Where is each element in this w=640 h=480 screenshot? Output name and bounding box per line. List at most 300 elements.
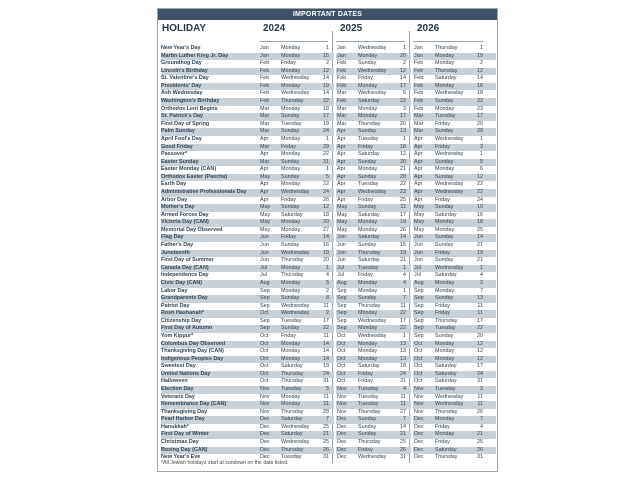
day-2024: 20 — [323, 219, 329, 226]
day-2025: 14 — [400, 234, 406, 241]
holiday-name: Election Day — [161, 386, 194, 393]
weekday-2025: Monday — [358, 105, 378, 112]
month-2026: May — [414, 204, 425, 211]
day-2024: 31 — [323, 158, 329, 165]
day-2026: 19 — [477, 249, 483, 256]
weekday-2024: Sunday — [281, 295, 300, 302]
month-2024: May — [260, 204, 271, 211]
day-2024: 11 — [323, 401, 329, 408]
month-2024: Dec — [260, 454, 270, 461]
holiday-name: Lincoln's Birthday — [161, 67, 208, 74]
day-2025: 4 — [403, 386, 406, 393]
weekday-2025: Wednesday — [358, 45, 387, 51]
month-2025: Feb — [337, 60, 347, 67]
day-2026: 21 — [477, 242, 483, 249]
weekday-2025: Wednesday — [358, 90, 387, 97]
weekday-2024: Thursday — [281, 98, 304, 105]
day-2025: 17 — [400, 317, 406, 324]
month-2024: Sep — [260, 295, 270, 302]
weekday-2024: Sunday — [281, 242, 300, 249]
weekday-2024: Sunday — [281, 128, 300, 135]
holiday-column-header: HOLIDAY — [162, 23, 207, 34]
weekday-2024: Monday — [281, 151, 301, 158]
table-row — [161, 280, 496, 288]
weekday-2025: Sunday — [358, 204, 377, 211]
table-row — [161, 219, 496, 227]
weekday-2024: Friday — [281, 332, 296, 339]
weekday-2024: Saturday — [281, 211, 303, 218]
table-row — [161, 75, 496, 83]
month-2026: Jun — [414, 234, 423, 241]
month-2026: Feb — [414, 60, 424, 67]
weekday-2025: Sunday — [358, 416, 377, 423]
day-2026: 4 — [480, 272, 483, 279]
table-row — [161, 265, 496, 273]
weekday-2025: Sunday — [358, 431, 377, 438]
weekday-2024: Monday — [281, 401, 301, 408]
holiday-name: Administrative Professionals Day — [161, 188, 247, 195]
weekday-2025: Sunday — [358, 242, 377, 249]
month-2024: Mar — [260, 158, 270, 165]
month-2026: Oct — [414, 370, 423, 377]
day-2026: 4 — [480, 423, 483, 430]
day-2025: 19 — [400, 219, 406, 226]
month-2024: Oct — [260, 355, 269, 362]
month-2025: Dec — [337, 431, 347, 438]
day-2025: 20 — [400, 173, 406, 180]
month-2024: Dec — [260, 416, 270, 423]
weekday-2025: Monday — [358, 52, 378, 59]
day-2025: 15 — [400, 242, 406, 249]
table-row — [161, 250, 496, 258]
weekday-2025: Monday — [358, 325, 378, 332]
weekday-2024: Sunday — [281, 113, 300, 120]
weekday-2025: Tuesday — [358, 401, 379, 408]
day-2026: 25 — [477, 439, 483, 446]
day-2025: 1 — [403, 45, 406, 51]
day-2025: 11 — [400, 204, 406, 211]
month-2025: Dec — [337, 416, 347, 423]
day-2024: 11 — [323, 393, 329, 400]
day-2024: 26 — [323, 446, 329, 453]
weekday-2025: Tuesday — [358, 264, 379, 271]
holiday-name: Halloween — [161, 378, 188, 385]
holiday-name: Mother's Day — [161, 204, 195, 211]
day-2024: 26 — [323, 196, 329, 203]
day-2024: 14 — [323, 355, 329, 362]
weekday-2026: Wednesday — [435, 393, 464, 400]
weekday-2024: Wednesday — [281, 188, 310, 195]
weekday-2026: Friday — [435, 423, 450, 430]
table-row — [161, 447, 496, 455]
weekday-2025: Friday — [358, 378, 373, 385]
month-2024: Apr — [260, 135, 269, 142]
month-2025: Apr — [337, 128, 346, 135]
month-2025: Sep — [337, 325, 347, 332]
table-row — [161, 121, 496, 129]
month-2024: Oct — [260, 378, 269, 385]
month-2024: May — [260, 226, 271, 233]
weekday-2024: Tuesday — [281, 454, 302, 461]
weekday-2024: Saturday — [281, 363, 303, 370]
table-row — [161, 234, 496, 242]
weekday-2024: Monday — [281, 67, 301, 74]
month-2024: Oct — [260, 310, 269, 317]
holiday-name: First Day of Winter — [161, 431, 209, 438]
month-2024: Feb — [260, 82, 270, 89]
day-2024: 24 — [323, 128, 329, 135]
weekday-2026: Saturday — [435, 370, 457, 377]
month-2026: Jun — [414, 242, 423, 249]
weekday-2026: Wednesday — [435, 151, 464, 158]
month-2026: Apr — [414, 181, 423, 188]
weekday-2026: Thursday — [435, 408, 458, 415]
holiday-name: Presidents' Day — [161, 82, 202, 89]
holiday-name: Martin Luther King Jr. Day — [161, 52, 229, 59]
weekday-2026: Monday — [435, 226, 455, 233]
day-2026: 17 — [477, 317, 483, 324]
important-dates-table — [157, 8, 498, 472]
weekday-2024: Thursday — [281, 272, 304, 279]
table-row — [161, 90, 496, 98]
weekday-2026: Saturday — [435, 446, 457, 453]
day-2025: 13 — [400, 340, 406, 347]
weekday-2026: Sunday — [435, 332, 454, 339]
weekday-2026: Friday — [435, 439, 450, 446]
month-2025: Jun — [337, 234, 346, 241]
weekday-2025: Friday — [358, 196, 373, 203]
weekday-2024: Saturday — [281, 416, 303, 423]
table-row — [161, 151, 496, 159]
weekday-2026: Tuesday — [435, 386, 456, 393]
table-row — [161, 401, 496, 409]
holiday-name: Civic Day (CAN) — [161, 279, 203, 286]
weekday-2024: Saturday — [281, 431, 303, 438]
holiday-name: Ash Wednesday — [161, 90, 203, 97]
month-2026: Apr — [414, 166, 423, 173]
holiday-name: Hanukkah* — [161, 423, 189, 430]
month-2026: Apr — [414, 143, 423, 150]
table-row — [161, 416, 496, 424]
month-2024: Jun — [260, 249, 269, 256]
table-row — [161, 394, 496, 402]
table-row — [161, 257, 496, 265]
day-2025: 11 — [400, 393, 406, 400]
weekday-2026: Thursday — [435, 45, 458, 51]
day-2025: 13 — [400, 355, 406, 362]
month-2025: May — [337, 226, 348, 233]
month-2025: Dec — [337, 446, 347, 453]
day-2026: 21 — [477, 431, 483, 438]
month-2024: Apr — [260, 151, 269, 158]
holiday-name: Thanksgiving Day — [161, 408, 208, 415]
weekday-2026: Wednesday — [435, 181, 464, 188]
day-2024: 24 — [323, 370, 329, 377]
day-2024: 14 — [323, 340, 329, 347]
month-2025: Feb — [337, 82, 347, 89]
month-2024: Mar — [260, 128, 270, 135]
weekday-2026: Wednesday — [435, 188, 464, 195]
month-2025: Jan — [337, 52, 346, 59]
month-2025: Apr — [337, 143, 346, 150]
day-2026: 17 — [477, 363, 483, 370]
day-2025: 4 — [403, 279, 406, 286]
day-2026: 16 — [477, 82, 483, 89]
day-2025: 20 — [400, 52, 406, 59]
day-2026: 12 — [477, 173, 483, 180]
weekday-2026: Sunday — [435, 257, 454, 264]
weekday-2026: Wednesday — [435, 135, 464, 142]
weekday-2025: Saturday — [358, 98, 380, 105]
day-2026: 18 — [477, 219, 483, 226]
weekday-2026: Thursday — [435, 454, 458, 461]
weekday-2026: Monday — [435, 340, 455, 347]
weekday-2025: Sunday — [358, 173, 377, 180]
day-2024: 2 — [326, 287, 329, 294]
weekday-2025: Monday — [358, 287, 378, 294]
day-2024: 14 — [323, 348, 329, 355]
month-2026: Aug — [414, 279, 424, 286]
month-2024: Mar — [260, 105, 270, 112]
day-2025: 22 — [400, 310, 406, 317]
table-row — [161, 113, 496, 121]
day-2026: 7 — [480, 416, 483, 423]
weekday-2026: Monday — [435, 279, 455, 286]
table-row — [161, 197, 496, 205]
weekday-2026: Wednesday — [435, 264, 464, 271]
month-2024: Dec — [260, 446, 270, 453]
holiday-name: Sweetest Day — [161, 363, 196, 370]
month-2025: Apr — [337, 166, 346, 173]
weekday-2026: Friday — [435, 249, 450, 256]
day-2024: 20 — [323, 257, 329, 264]
day-2025: 14 — [400, 423, 406, 430]
month-2024: Apr — [260, 166, 269, 173]
weekday-2025: Friday — [358, 272, 373, 279]
month-2026: Dec — [414, 454, 424, 461]
holiday-name: Veterans Day — [161, 393, 195, 400]
day-2024: 2 — [326, 310, 329, 317]
month-2025: Apr — [337, 151, 346, 158]
weekday-2026: Saturday — [435, 75, 457, 82]
day-2024: 19 — [323, 120, 329, 127]
day-2025: 25 — [400, 439, 406, 446]
weekday-2026: Saturday — [435, 272, 457, 279]
holiday-name: Palm Sunday — [161, 128, 195, 135]
month-2024: Jun — [260, 234, 269, 241]
month-2024: Feb — [260, 75, 270, 82]
month-2026: Mar — [414, 113, 424, 120]
month-2025: Nov — [337, 393, 347, 400]
month-2026: Sep — [414, 325, 424, 332]
day-2026: 31 — [477, 454, 483, 461]
month-2026: Sep — [414, 332, 424, 339]
weekday-2025: Monday — [358, 226, 378, 233]
weekday-2024: Friday — [281, 60, 296, 67]
weekday-2026: Monday — [435, 219, 455, 226]
footnote: *All Jewish holidays start at sundown on the date listed. — [161, 460, 289, 466]
month-2026: Dec — [414, 423, 424, 430]
weekday-2025: Monday — [358, 82, 378, 89]
weekday-2024: Monday — [281, 45, 301, 51]
day-2026: 24 — [477, 370, 483, 377]
day-2025: 31 — [400, 454, 406, 461]
table-row — [161, 212, 496, 220]
month-2024: Feb — [260, 98, 270, 105]
weekday-2026: Friday — [435, 196, 450, 203]
weekday-2026: Sunday — [435, 242, 454, 249]
table-row — [161, 409, 496, 417]
weekday-2024: Monday — [281, 279, 301, 286]
month-2026: Apr — [414, 196, 423, 203]
month-2024: Jan — [260, 52, 269, 59]
month-2026: Apr — [414, 173, 423, 180]
month-2025: Mar — [337, 113, 347, 120]
weekday-2024: Wednesday — [281, 310, 310, 317]
day-2026: 12 — [477, 67, 483, 74]
day-2026: 29 — [477, 128, 483, 135]
weekday-2026: Friday — [435, 120, 450, 127]
weekday-2024: Wednesday — [281, 302, 310, 309]
day-2024: 1 — [326, 166, 329, 173]
day-2025: 20 — [400, 120, 406, 127]
month-2024: Jun — [260, 257, 269, 264]
day-2026: 19 — [477, 52, 483, 59]
day-2024: 15 — [323, 52, 329, 59]
table-row — [161, 386, 496, 394]
day-2025: 1 — [403, 332, 406, 339]
month-2025: Mar — [337, 90, 347, 97]
month-2025: Sep — [337, 317, 347, 324]
month-2025: May — [337, 219, 348, 226]
month-2025: Oct — [337, 340, 346, 347]
month-2025: Sep — [337, 302, 347, 309]
holiday-name: Grandparents Day — [161, 295, 208, 302]
table-row — [161, 378, 496, 386]
weekday-2026: Sunday — [435, 128, 454, 135]
holiday-name: Remembrance Day (CAN) — [161, 401, 227, 408]
weekday-2024: Monday — [281, 219, 301, 226]
month-2025: Feb — [337, 67, 347, 74]
weekday-2025: Friday — [358, 446, 373, 453]
day-2025: 14 — [400, 75, 406, 82]
month-2025: Oct — [337, 355, 346, 362]
day-2026: 11 — [477, 302, 483, 309]
month-2024: Dec — [260, 439, 270, 446]
month-2025: Nov — [337, 401, 347, 408]
day-2025: 1 — [403, 135, 406, 142]
day-2025: 2 — [403, 60, 406, 67]
day-2024: 12 — [323, 204, 329, 211]
month-2024: Nov — [260, 386, 270, 393]
month-2025: Sep — [337, 310, 347, 317]
day-2025: 25 — [400, 196, 406, 203]
month-2026: Nov — [414, 401, 424, 408]
weekday-2024: Tuesday — [281, 120, 302, 127]
day-2024: 2 — [326, 60, 329, 67]
weekday-2026: Tuesday — [435, 113, 456, 120]
weekday-2025: Thursday — [358, 302, 381, 309]
month-2026: Apr — [414, 158, 423, 165]
month-2025: May — [337, 204, 348, 211]
table-row — [161, 310, 496, 318]
month-2026: Feb — [414, 82, 424, 89]
month-2026: Mar — [414, 120, 424, 127]
holiday-name: St. Patrick's Day — [161, 113, 204, 120]
holiday-name: First Day of Summer — [161, 257, 214, 264]
holiday-name: Rosh Hashanah* — [161, 310, 204, 317]
weekday-2024: Thursday — [281, 446, 304, 453]
day-2025: 17 — [400, 82, 406, 89]
weekday-2024: Wednesday — [281, 249, 310, 256]
month-2024: Aug — [260, 279, 270, 286]
weekday-2025: Sunday — [358, 60, 377, 67]
holiday-name: Citizenship Day — [161, 317, 202, 324]
weekday-2024: Monday — [281, 393, 301, 400]
holiday-name: Father's Day — [161, 242, 194, 249]
day-2025: 11 — [400, 401, 406, 408]
weekday-2026: Thursday — [435, 317, 458, 324]
table-row — [161, 242, 496, 250]
day-2024: 11 — [323, 332, 329, 339]
holiday-name: Juneteenth — [161, 249, 190, 256]
day-2024: 1 — [326, 264, 329, 271]
holiday-name: Yom Kippur* — [161, 332, 194, 339]
weekday-2026: Wednesday — [435, 90, 464, 97]
table-row — [161, 144, 496, 152]
day-2026: 3 — [480, 386, 483, 393]
holiday-name: Washington's Birthday — [161, 98, 220, 105]
day-2025: 7 — [403, 295, 406, 302]
day-2025: 21 — [400, 431, 406, 438]
month-2026: Sep — [414, 295, 424, 302]
month-2026: Sep — [414, 287, 424, 294]
month-2025: Aug — [337, 279, 347, 286]
day-2026: 23 — [477, 105, 483, 112]
month-2024: Apr — [260, 181, 269, 188]
day-2024: 14 — [323, 90, 329, 97]
day-2025: 22 — [400, 181, 406, 188]
day-2025: 23 — [400, 188, 406, 195]
day-2025: 7 — [403, 416, 406, 423]
weekday-2026: Sunday — [435, 158, 454, 165]
holiday-name: Armed Forces Day — [161, 211, 209, 218]
month-2024: Dec — [260, 431, 270, 438]
month-2024: Nov — [260, 393, 270, 400]
weekday-2024: Friday — [281, 196, 296, 203]
weekday-2025: Monday — [358, 219, 378, 226]
weekday-2026: Friday — [435, 143, 450, 150]
day-2024: 4 — [326, 272, 329, 279]
holiday-name: Patriot Day — [161, 302, 190, 309]
month-2025: Jun — [337, 242, 346, 249]
year-2024-header: 2024 — [263, 23, 286, 34]
weekday-2024: Friday — [281, 143, 296, 150]
holiday-rows — [161, 45, 496, 462]
weekday-2026: Monday — [435, 82, 455, 89]
day-2025: 1 — [403, 287, 406, 294]
table-row — [161, 424, 496, 432]
day-2024: 27 — [323, 226, 329, 233]
weekday-2024: Thursday — [281, 257, 304, 264]
day-2025: 5 — [403, 90, 406, 97]
month-2026: Jun — [414, 249, 423, 256]
day-2025: 27 — [400, 408, 406, 415]
day-2026: 7 — [480, 287, 483, 294]
day-2025: 22 — [400, 325, 406, 332]
weekday-2025: Tuesday — [358, 386, 379, 393]
day-2025: 13 — [400, 348, 406, 355]
